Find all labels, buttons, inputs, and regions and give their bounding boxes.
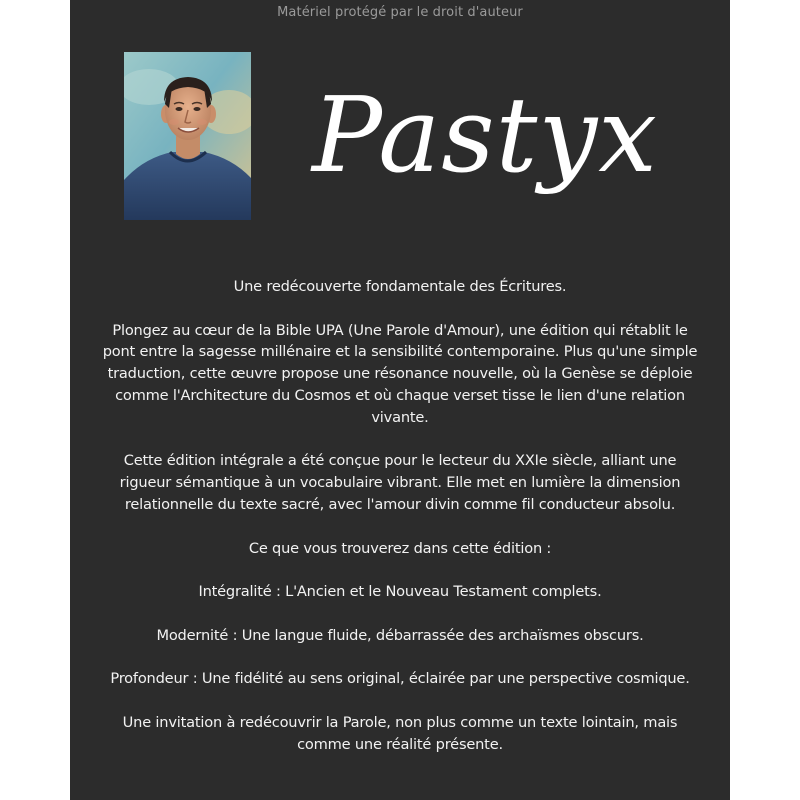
closing-paragraph: Une invitation à redécouvrir la Parole, non plus comme un texte lointain, mais comme une réalité présente. bbox=[122, 713, 678, 753]
features-intro: Ce que vous trouverez dans cette édition : bbox=[248, 539, 552, 557]
feature-item: Profondeur : Une fidélité au sens original, éclairée par une perspective cosmique. bbox=[110, 670, 690, 688]
edition-paragraph: Cette édition intégrale a été conçue pour le lecteur du XXIe siècle, alliant une rigueur sémantique à un vocabulaire vibrant. Elle met en lumière la dimension relationnelle du texte sacré, avec l'amour divin comme fil conducteur absolu. bbox=[119, 452, 681, 513]
book-back-cover bbox=[70, 0, 730, 800]
author-portrait bbox=[124, 52, 251, 220]
cover-text bbox=[98, 276, 702, 756]
author-photo-image bbox=[124, 52, 251, 220]
brand-logo: Pastyx bbox=[312, 74, 658, 196]
feature-item: Modernité : Une langue fluide, débarrassée des archaïsmes obscurs. bbox=[156, 626, 644, 644]
intro-paragraph: Plongez au cœur de la Bible UPA (Une Parole d'Amour), une édition qui rétablit le pont entre la sagesse millénaire et la sensibilité contemporaine. Plus qu'une simple traduction, cette œuvre propose une résonance nouvelle, où la Genèse se déploie comme l'Architecture du Cosmos et où chaque verset tisse le lien d'une relation vivante. bbox=[102, 321, 698, 426]
tagline: Une redécouverte fondamentale des Écritures. bbox=[233, 278, 567, 295]
copyright-watermark: Matériel protégé par le droit d'auteur bbox=[277, 5, 523, 20]
feature-item: Intégralité : L'Ancien et le Nouveau Testament complets. bbox=[198, 583, 602, 601]
